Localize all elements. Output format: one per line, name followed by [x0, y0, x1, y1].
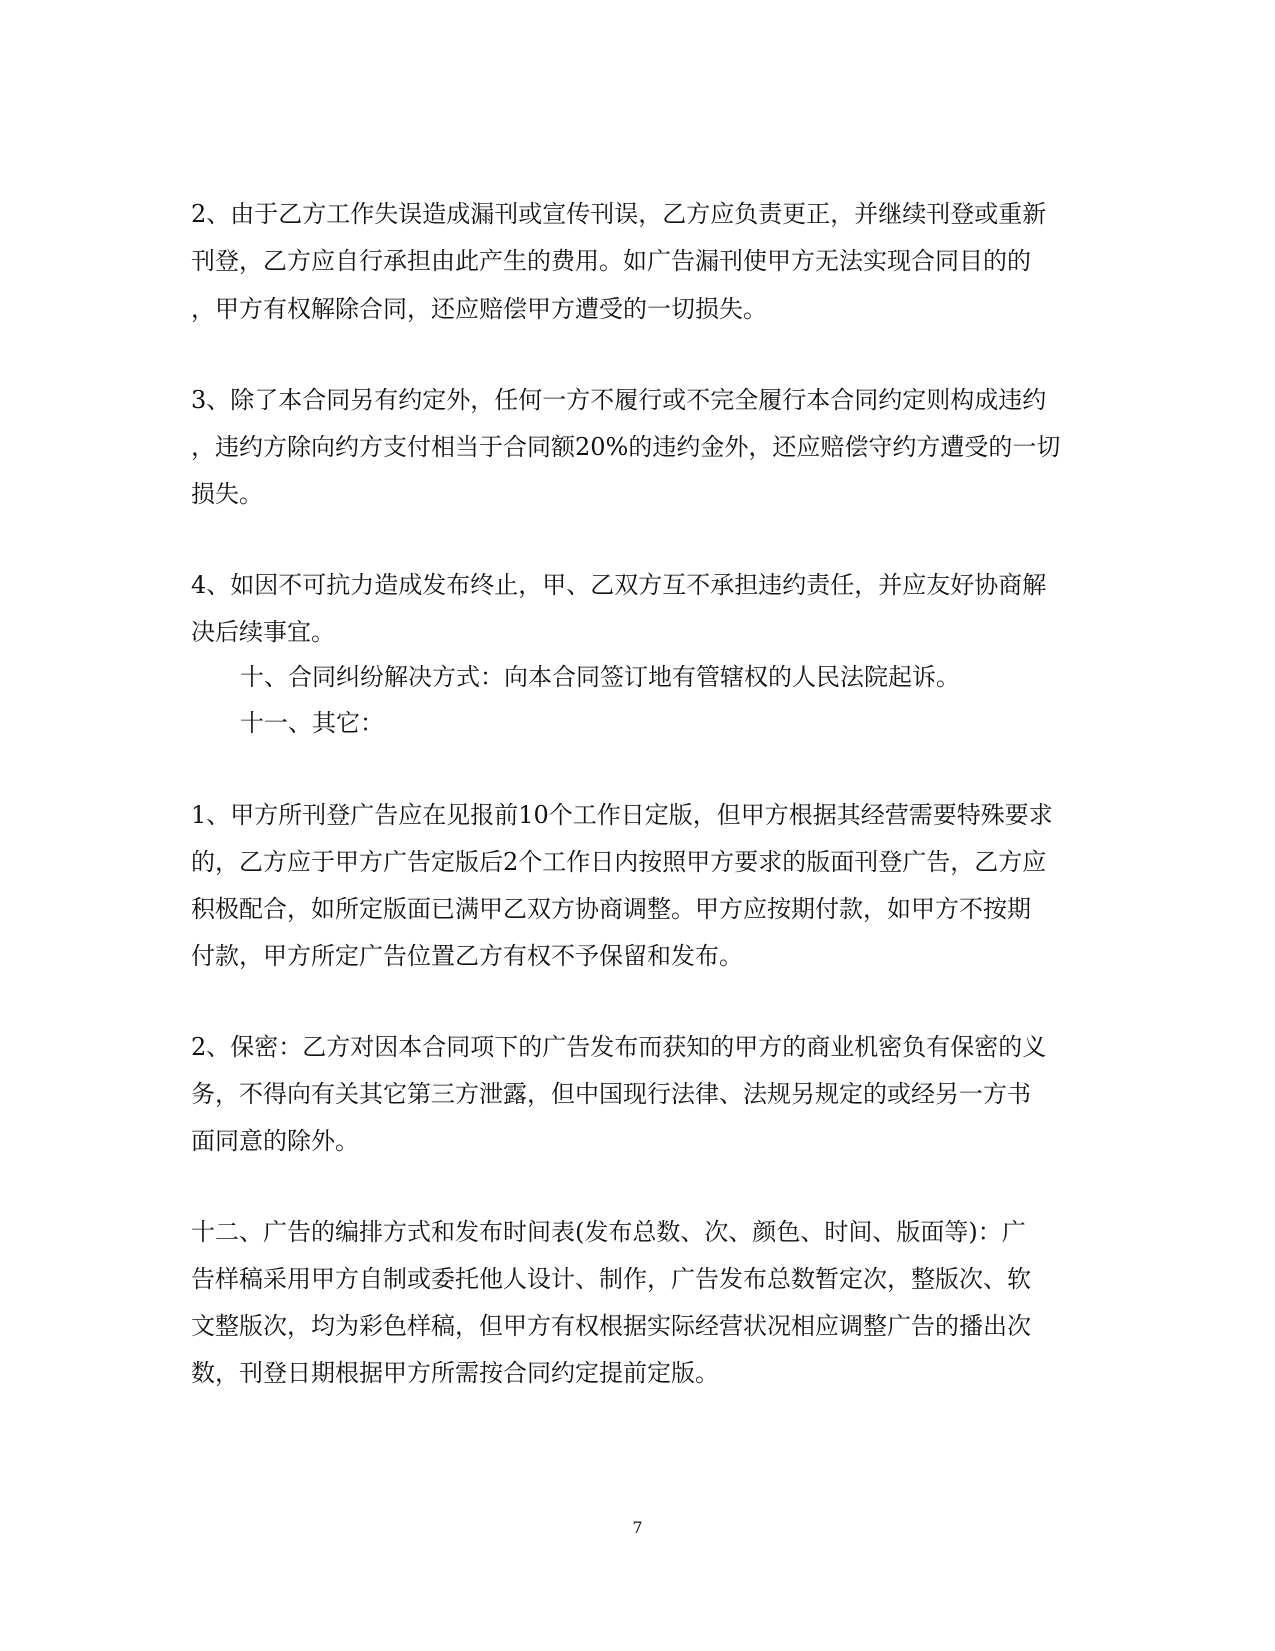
clause-9-4-line-2: 决后续事宜。: [191, 618, 335, 646]
clause-9-2-line-1: 2、由于乙方工作失误造成漏刊或宣传刊误，乙方应负责更正，并继续刊登或重新: [191, 200, 1047, 228]
clause-11-2-line-1: 2、保密：乙方对因本合同项下的广告发布而获知的甲方的商业机密负有保密的义: [191, 1033, 1047, 1061]
clause-9-2-line-2: 刊登，乙方应自行承担由此产生的费用。如广告漏刊使甲方无法实现合同目的的: [191, 247, 1031, 275]
section-10-heading: 十、合同纠纷解决方式：向本合同签订地有管辖权的人民法院起诉。: [240, 663, 960, 691]
clause-11-2-line-2: 务，不得向有关其它第三方泄露，但中国现行法律、法规另规定的或经另一方书: [191, 1080, 1031, 1108]
clause-11-1-line-1: 1、甲方所刊登广告应在见报前10个工作日定版，但甲方根据其经营需要特殊要求: [191, 801, 1053, 829]
clause-9-3-line-2: ，违约方除向约方支付相当于合同额20%的违约金外，还应赔偿守约方遭受的一切: [191, 433, 1061, 461]
section-12-line-1: 十二、广告的编排方式和发布时间表(发布总数、次、颜色、时间、版面等)：广: [191, 1218, 1026, 1246]
clause-9-2-line-3: ，甲方有权解除合同，还应赔偿甲方遭受的一切损失。: [191, 295, 767, 323]
clause-11-1-line-4: 付款，甲方所定广告位置乙方有权不予保留和发布。: [191, 942, 743, 970]
section-12-line-3: 文整版次，均为彩色样稿，但甲方有权根据实际经营状况相应调整广告的播出次: [191, 1312, 1031, 1340]
clause-9-3-line-1: 3、除了本合同另有约定外，任何一方不履行或不完全履行本合同约定则构成违约: [191, 386, 1047, 414]
clause-9-4-line-1: 4、如因不可抗力造成发布终止，甲、乙双方互不承担违约责任，并应友好协商解: [191, 571, 1047, 599]
clause-9-3-line-3: 损失。: [191, 480, 263, 508]
section-11-heading: 十一、其它：: [240, 709, 384, 737]
section-12-line-4: 数，刊登日期根据甲方所需按合同约定提前定版。: [191, 1359, 719, 1387]
clause-11-1-line-2: 的，乙方应于甲方广告定版后2个工作日内按照甲方要求的版面刊登广告，乙方应: [191, 848, 1047, 876]
page-number: 7: [632, 1518, 643, 1537]
clause-11-1-line-3: 积极配合，如所定版面已满甲乙双方协商调整。甲方应按期付款，如甲方不按期: [191, 895, 1031, 923]
section-12-line-2: 告样稿采用甲方自制或委托他人设计、制作，广告发布总数暂定次，整版次、软: [191, 1265, 1031, 1293]
clause-11-2-line-3: 面同意的除外。: [191, 1127, 359, 1155]
